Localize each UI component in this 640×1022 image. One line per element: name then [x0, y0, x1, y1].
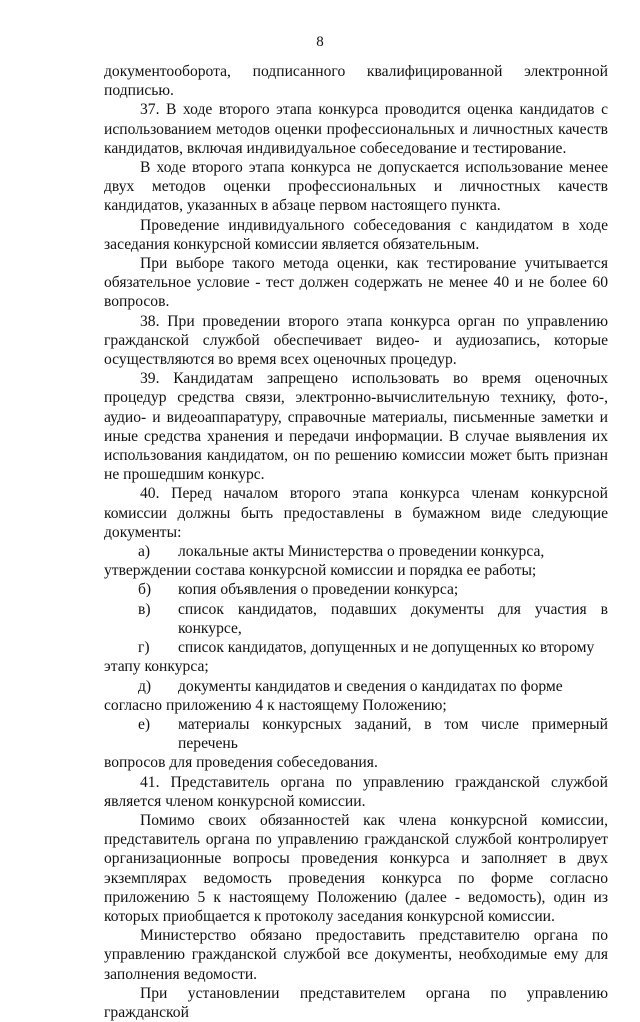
paragraph: 40. Перед началом второго этапа конкурса членам конкурсной комиссии должны быть предоставлены в бумажном виде следующие документы:	[104, 485, 608, 541]
list-item-continuation: вопросов для проведения собеседования.	[104, 754, 378, 772]
list-marker: д)	[138, 677, 152, 695]
list-item	[104, 677, 608, 715]
paragraph: В ходе второго этапа конкурса не допускается использование менее двух методов оценки профессиональных и личностных качеств кандидатов, указанных в абзаце первом настоящего пункта.	[104, 159, 608, 215]
document-body	[104, 62, 608, 1022]
paragraph: документооборота, подписанного квалифицированной электронной подписью.	[104, 63, 608, 100]
list-item-text: локальные акты Министерства о проведении конкурса,	[178, 543, 545, 561]
paragraph: При выборе такого метода оценки, как тестирование учитывается обязательное условие - тест должен содержать не менее 40 и не более 60 вопросов.	[104, 255, 608, 311]
list-marker: а)	[138, 543, 151, 561]
list-item-text: список кандидатов, допущенных и не допущенных ко второму	[178, 639, 595, 657]
paragraph: При установлении представителем органа по управлению гражданской	[104, 984, 608, 1021]
list-marker: е)	[138, 715, 151, 733]
page-number: 8	[316, 34, 324, 50]
paragraph: Проведение индивидуального собеседования с кандидатом в ходе заседания конкурсной комиссии является обязательным.	[104, 216, 608, 253]
paragraph: 38. При проведении второго этапа конкурса орган по управлению гражданской службой обеспечивает видео- и аудиозапись, которые осуществляются во время всех оценочных процедур.	[104, 312, 608, 369]
paragraph: 39. Кандидатам запрещено использовать во время оценочных процедур средства связи, электронно-вычислительную технику, фото-, аудио- и видеоаппаратуру, справочные материалы, письменные заметки и иные средства хранения и передачи информации. В случае выявления их использования кандидатом, он по решению комиссии может быть признан не прошедшим конкурс.	[104, 370, 608, 484]
list-marker: б)	[138, 581, 152, 599]
paragraph: 37. В ходе второго этапа конкурса проводится оценка кандидатов с использованием методов оценки профессиональных и личностных качеств кандидатов, включая индивидуальное собеседование и тестирование.	[104, 101, 608, 157]
list-item-continuation: утверждении состава конкурсной комиссии и порядка ее работы;	[104, 562, 537, 580]
list-marker: г)	[138, 639, 150, 657]
paragraph: Министерство обязано предоставить представителю органа по управлению гражданской службой все документы, необходимые ему для заполнения ведомости.	[104, 927, 608, 983]
paragraph: 41. Представитель органа по управлению гражданской службой является членом конкурсной комиссии.	[104, 773, 608, 810]
list-item	[104, 542, 608, 580]
list-item-text: список кандидатов, подавших документы для участия в конкурсе,	[178, 600, 608, 637]
paragraph: Помимо своих обязанностей как члена конкурсной комиссии, представитель органа по управлению гражданской службой контролирует организационные вопросы проведения конкурса и заполняет в двух экземплярах ведомость проведения конкурса по форме согласно приложению 5 к настоящему Положению (далее - ведомость), один из которых приобщается к протоколу заседания конкурсной комиссии.	[104, 811, 608, 925]
list-item-continuation: этапу конкурса;	[104, 658, 209, 676]
list-item	[104, 600, 608, 638]
list-item	[104, 638, 608, 676]
list-item-text: документы кандидатов и сведения о кандидатах по форме	[178, 677, 563, 695]
list-item-continuation: согласно приложению 4 к настоящему Положению;	[104, 696, 447, 714]
list-item-text: материалы конкурсных заданий, в том числе примерный перечень	[178, 715, 608, 753]
list-item	[104, 580, 608, 599]
list-item	[104, 715, 608, 773]
list-marker: в)	[138, 600, 151, 618]
list-item-text: копия объявления о проведении конкурса;	[178, 581, 459, 599]
